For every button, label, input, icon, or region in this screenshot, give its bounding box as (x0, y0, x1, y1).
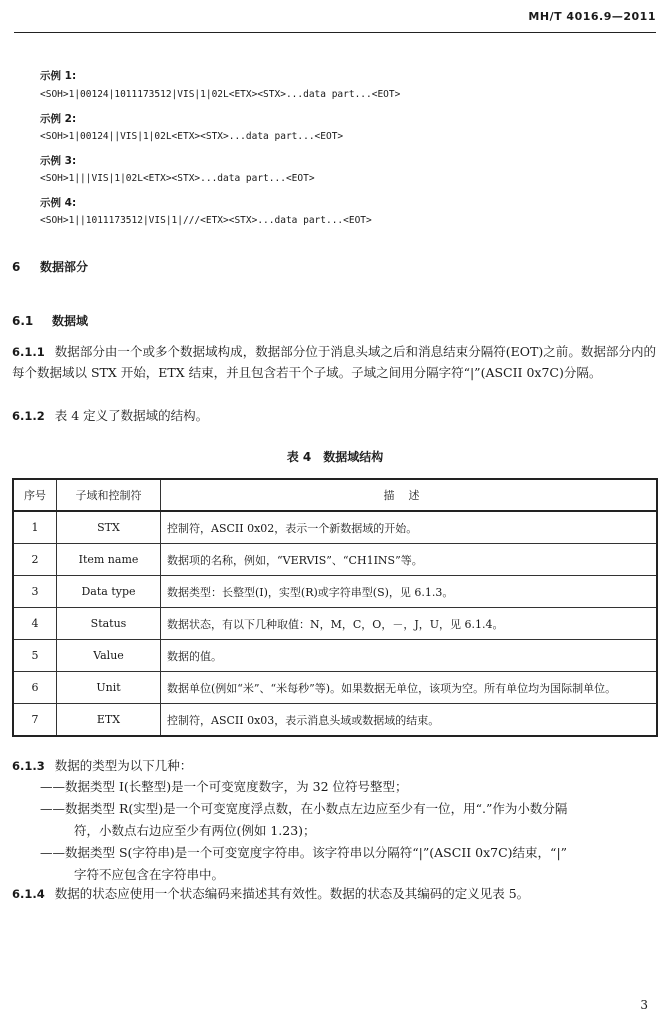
list-item-text: ——数据类型 S(字符串)是一个可变宽度字符串。该字符串以分隔符“|”(ASCII 0x7C)结束，“|” (40, 845, 568, 860)
example-code: <SOH>1|||VIS|1|02L<ETX><STX>...data part...<EOT> (40, 173, 315, 184)
clause-text: 数据的状态应使用一个状态编码来描述其有效性。数据的状态及其编码的定义见表 5。 (54, 886, 530, 901)
clause-text: 数据的类型为以下几种： (54, 758, 193, 773)
example-code: <SOH>1||1011173512|VIS|1|///<ETX><STX>...data part...<EOT> (40, 215, 372, 226)
list-item-text: ——数据类型 I(长整型)是一个可变宽度数字，为 32 位符号整型； (40, 779, 408, 794)
list-item (40, 798, 656, 842)
table-cell: 数据项的名称，例如，“VERVIS”、“CH1INS”等。 (161, 544, 658, 576)
list-item-continuation: 符，小数点右边应至少有两位(例如 1.23)； (74, 823, 316, 838)
section-heading-6 (12, 258, 88, 275)
table-cell: 5 (13, 640, 57, 672)
table-row (13, 576, 657, 608)
table-cell: 控制符，ASCII 0x02，表示一个新数据域的开始。 (161, 511, 658, 544)
table-cell: Unit (57, 672, 161, 704)
table-cell: 6 (13, 672, 57, 704)
paragraph-6-1-3 (12, 756, 656, 777)
table-cell: Status (57, 608, 161, 640)
example-code: <SOH>1|00124||VIS|1|02L<ETX><STX>...data part...<EOT> (40, 131, 344, 142)
example-label: 示例 1: (40, 70, 77, 82)
table-cell: STX (57, 511, 161, 544)
header-rule (14, 32, 656, 33)
example-label: 示例 3: (40, 155, 77, 167)
example-code: <SOH>1|00124|1011173512|VIS|1|02L<ETX><STX>...data part...<EOT> (40, 89, 401, 100)
table-cell: Data type (57, 576, 161, 608)
table-row (13, 704, 657, 737)
clause-text: 表 4 定义了数据域的结构。 (54, 408, 209, 423)
table-cell: 3 (13, 576, 57, 608)
list-item (40, 842, 656, 886)
list-item (40, 776, 656, 798)
table-cell: 1 (13, 511, 57, 544)
list-item-continuation: 字符不应包含在字符串中。 (74, 867, 225, 882)
section-title: 数据部分 (40, 260, 89, 274)
paragraph-6-1-2 (12, 406, 656, 427)
clause-number: 6.1.3 (12, 759, 45, 773)
page-number: 3 (640, 998, 648, 1012)
column-header: 描述 (161, 479, 658, 511)
clause-text: 数据部分由一个或多个数据域构成，数据部分位于消息头域之后和消息结束分隔符(EOT)之前。数据部分内的每个数据域以 STX 开始，ETX 结束，并且包含若干个子域。子域之间用分隔字符“|”(ASCII 0x7C)分隔。 (12, 344, 656, 380)
table-row (13, 544, 657, 576)
example-label: 示例 4: (40, 197, 77, 209)
table-cell: ETX (57, 704, 161, 737)
list-item-text: ——数据类型 R(实型)是一个可变宽度浮点数，在小数点左边应至少有一位，用“.”作为小数分隔 (40, 801, 568, 816)
table-cell: 数据单位(例如“米”、“米每秒”等)。如果数据无单位，该项为空。所有单位均为国际制单位。 (161, 672, 658, 704)
section-title: 数据域 (52, 314, 89, 328)
table-cell: 控制符，ASCII 0x03，表示消息头域或数据域的结束。 (161, 704, 658, 737)
table-cell: Item name (57, 544, 161, 576)
table-row (13, 511, 657, 544)
table-row (13, 672, 657, 704)
clause-number: 6.1.4 (12, 887, 45, 901)
data-field-structure-table (12, 478, 658, 737)
table-title: 表 4 数据域结构 (286, 450, 384, 464)
column-header: 序号 (13, 479, 57, 511)
table-cell: 4 (13, 608, 57, 640)
section-number: 6 (12, 260, 21, 274)
table-cell: 数据类型：长整型(I)，实型(R)或字符串型(S)，见 6.1.3。 (161, 576, 658, 608)
column-header: 子域和控制符 (57, 479, 161, 511)
table-cell: 数据状态，有以下几种取值：N，M，C，O，－，J，U，见 6.1.4。 (161, 608, 658, 640)
section-number: 6.1 (12, 314, 34, 328)
table-cell: 数据的值。 (161, 640, 658, 672)
example-label: 示例 2: (40, 113, 77, 125)
document-id: MH/T 4016.9—2011 (528, 10, 656, 23)
paragraph-6-1-4 (12, 884, 656, 905)
table-row (13, 640, 657, 672)
paragraph-6-1-1 (12, 342, 656, 382)
clause-number: 6.1.2 (12, 409, 45, 423)
section-heading-6-1 (12, 312, 88, 329)
table-row (13, 608, 657, 640)
clause-number: 6.1.1 (12, 345, 45, 359)
table-header-row (13, 479, 657, 511)
table-cell: 2 (13, 544, 57, 576)
table-cell: Value (57, 640, 161, 672)
table-cell: 7 (13, 704, 57, 737)
